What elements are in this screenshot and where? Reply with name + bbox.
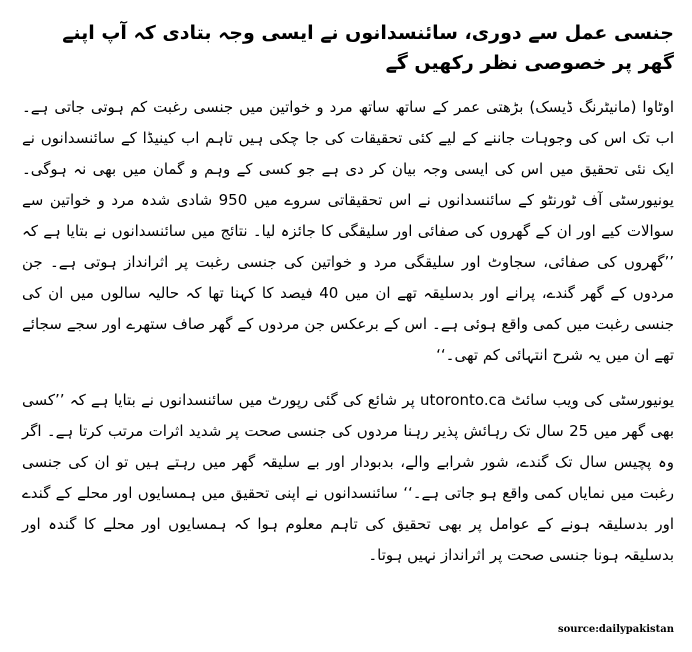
article-paragraph: اوٹاوا (مانیٹرنگ ڈیسک) بڑھتی عمر کے ساتھ ساتھ مرد و خواتین میں جنسی رغبت کم ہوتی جاتی ہے۔ اب تک اس کی وجوہات جاننے کے لیے کئی تحقیقات کی جا چکی ہیں تاہم اب کینیڈا کے سائنسدانوں نے ایک نئی تحقیق میں اس کی ایسی وجہ بیان کر دی ہے جو کسی کے وہم و گمان میں بھی نہ ہوگی۔ یونیورسٹی آف ٹورنٹو کے سائنسدانوں نے اس تحقیقاتی سروے میں 950 شادی شدہ مرد و خواتین سے سوالات کیے اور ان کے گھروں کی صفائی اور سلیقگی کا جائزہ لیا۔ نتائج میں سائنسدانوں نے بتایا ہے کہ ’’گھروں کی صفائی، سجاوٹ اور سلیقگی مرد و خواتین کی جنسی رغبت پر اثرانداز ہوتی ہے۔ جن مردوں کے گھر گندے، پرانے اور بدسلیقہ تھے ان میں 40 فیصد کا کہنا تھا کہ حالیہ سالوں میں ان کی جنسی رغبت میں کمی واقع ہوئی ہے۔ اس کے برعکس جن مردوں کے گھر صاف ستھرے اور سجے سجائے تھے ان میں یہ شرح انتہائی کم تھی۔‘‘: [22, 98, 674, 364]
article-paragraph: یونیورسٹی کی ویب سائٹ utoronto.ca پر شائع کی گئی رپورٹ میں سائنسدانوں نے بتایا ہے کہ ’’کسی بھی گھر میں 25 سال تک رہائش پذیر رہنا مردوں کی جنسی صحت پر شدید اثرات مرتب کرتا ہے۔ اگر وہ پچیس سال تک گندے، شور شرابے والے، بدبودار اور بے سلیقہ گھر میں رہتے ہیں تو ان کی جنسی رغبت میں نمایاں کمی واقع ہو جاتی ہے۔‘‘ سائنسدانوں نے اپنی تحقیق میں ہمسایوں اور محلے کے گندے اور بدسلیقہ ہونے کے عوامل پر بھی تحقیق کی تاہم معلوم ہوا کہ ہمسایوں اور محلے کا گندہ اور بدسلیقہ ہونا جنسی صحت پر اثرانداز نہیں ہوتا۔: [22, 391, 674, 564]
article-headline: جنسی عمل سے دوری، سائنسدانوں نے ایسی وجہ بتادی کہ آپ اپنے گھر پر خصوصی نظر رکھیں گے: [62, 22, 674, 74]
source-credit: source:dailypakistan: [557, 624, 674, 635]
